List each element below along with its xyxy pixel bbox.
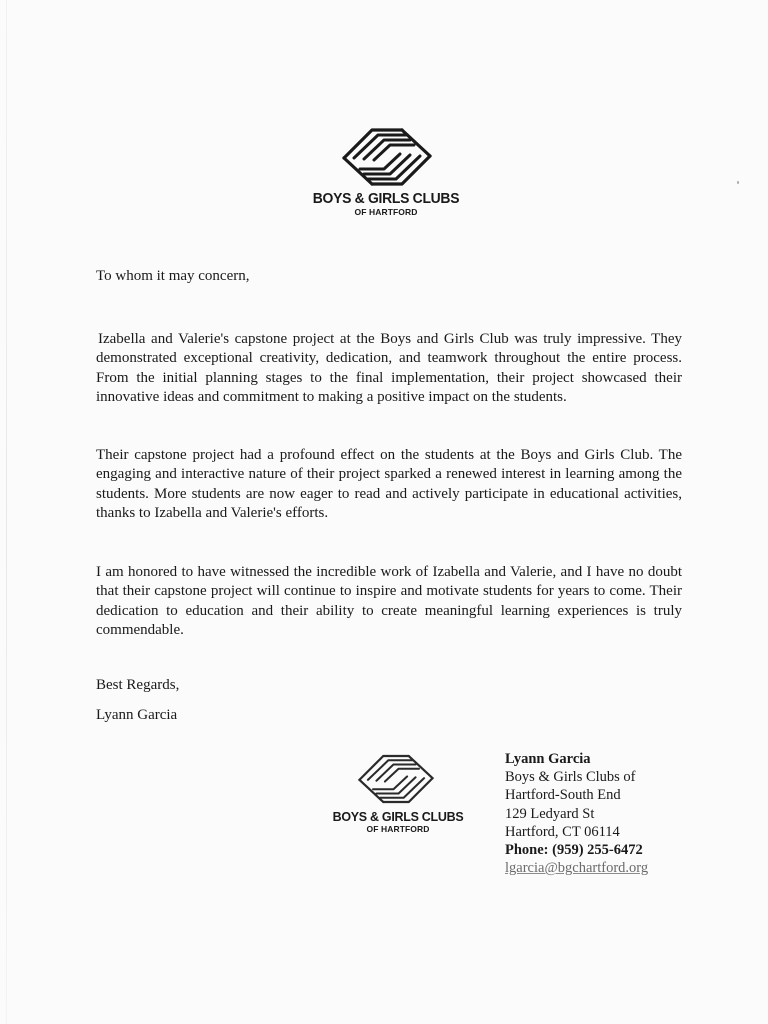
logo-main-text: BOYS & GIRLS CLUBS: [332, 809, 464, 824]
contact-street: 129 Ledyard St: [505, 805, 595, 822]
contact-name: Lyann Garcia: [505, 751, 591, 767]
contact-org-line-2: Hartford-South End: [505, 787, 621, 804]
contact-phone: Phone: (959) 255-6472: [505, 842, 643, 859]
contact-email-link[interactable]: lgarcia@bgchartford.org: [505, 860, 649, 877]
paragraph-3: I am honored to have witnessed the incredible work of Izabella and Valerie, and I have no doubt that their capstone project will continue to inspire and motivate students for years to come. Their dedication to education and their ability to create meaningful learning experiences is truly commendable.: [96, 564, 682, 638]
contact-org-line-1: Boys & Girls Clubs of: [505, 769, 636, 786]
logo-main-text: BOYS & GIRLS CLUBS: [312, 191, 460, 207]
logo-sub-text: OF HARTFORD: [354, 206, 418, 217]
boys-girls-clubs-hands-icon: [356, 752, 436, 806]
closing: Best Regards,: [96, 677, 180, 693]
boys-girls-clubs-hands-icon: [340, 126, 434, 188]
header-logo-wordmark: [296, 192, 476, 216]
salutation: To whom it may concern,: [96, 268, 250, 284]
paragraph-1: Izabella and Valerie's capstone project at the Boys and Girls Club was truly impressive. They demonstrated exceptional creativity, dedication, and teamwork throughout the entire process. From the initial planning stages to the final implementation, their project showcased their innovative ideas and commitment to making a positive impact on the students.: [96, 331, 682, 405]
page-edge-shadow: [6, 0, 7, 1024]
footer-logo-wordmark: [318, 810, 478, 834]
paragraph-2: Their capstone project had a profound effect on the students at the Boys and Girls Club. The engaging and interactive nature of their project sparked a renewed interest in learning among the students. More students are now eager to read and actively participate in educational activities, thanks to Izabella and Valerie's efforts.: [96, 447, 682, 521]
contact-city: Hartford, CT 06114: [505, 823, 620, 840]
scan-speck: [737, 181, 739, 184]
contact-block: [505, 750, 648, 877]
signer-name: Lyann Garcia: [96, 707, 178, 723]
logo-sub-text: OF HARTFORD: [366, 824, 430, 834]
